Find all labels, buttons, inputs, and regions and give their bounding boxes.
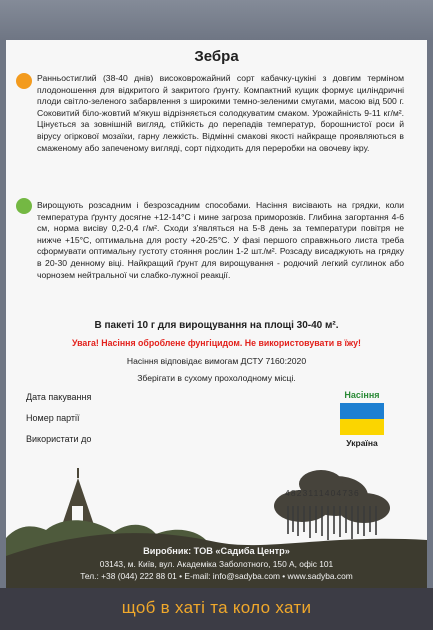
storage-text: Зберігати в сухому прохолодному місці. [137,373,296,383]
ukraine-flag-icon [340,403,384,435]
description-paragraph: Ранньостиглий (38-40 днів) високоврожайний сорт кабачку-цукіні з довгим терміном плодоношення для відкритого й закритого ґрунту. Компактний кущик формує циліндричні плоди світло-зеленого забарвлення з широкими темно-зеленими смугами, масою від 500 г. Соковитий біло-жовтий м'якуш відрізняється солодкуватим смаком. Урожайність 9-11 кг/м². Цінується за зовнішній вигляд, стійкість до перепадів температур, борошнистої роси й вірусу огіркової мозаїки, гарну лежкість. Відмінні смакові якості найкраще проявляються в смаженому або запеченому вигляді, сорт підходить для переробки на овочеву ікру. [37,73,404,153]
batch-number-label: Номер партії [26,413,80,423]
barcode-number: 4823111404736 [285,488,360,498]
manufacturer-info [6,545,427,582]
label-card [6,40,427,588]
windmill-icon [61,468,95,528]
green-bullet-icon [16,198,32,214]
growing-paragraph: Вирощують розсадним і безрозсадним способами. Насіння висівають на грядки, коли температура ґрунту досягне +12-14°С і мине загроза приморозків. Глибина загортання 4-6 см, норма висіву 0,2-0,4 г/м². Сходи з'являться на 5-8 день за температури повітря не нижче +15°С, оптимальна для росту +20-25°С. У фазі першого справжнього листа треба сформувати оптимальну густоту стояння рослин 1-2 шт./м². Розсаду висаджують на грядку в 20-30 денному віці. Найкращий ґрунт для вирощування - родючий легкий суглинок або чорнозем нейтральної чи слабко-лужної реакції. [37,200,404,280]
barcode-tree-icon [274,470,390,540]
manufacturer-address: 03143, м. Київ, вул. Академіка Заболотного, 150 А, офіс 101 [99,559,334,569]
standard-text: Насіння відповідає вимогам ДСТУ 7160:2020 [126,356,307,366]
orange-bullet-icon [16,73,32,89]
country-label: Україна [346,438,378,448]
warning-text: Увага! Насіння оброблене фунгіцидом. Не використовувати в їжу! [72,338,361,348]
manufacturer-contacts: Тел.: +38 (044) 222 88 01 • E-mail: info@sadyba.com • www.sadyba.com [80,571,353,581]
use-before-label: Використати до [26,434,92,444]
brand-slogan: щоб в хаті та коло хати [121,598,312,617]
seeds-label: Насіння [344,390,380,400]
pack-date-label: Дата пакування [26,392,92,402]
packet-top-edge [0,0,433,40]
product-title: Зебра [194,48,239,65]
packet-info: В пакеті 10 г для вирощування на площі 30-40 м². [94,320,339,331]
manufacturer-name: Виробник: ТОВ «Садиба Центр» [143,546,290,556]
